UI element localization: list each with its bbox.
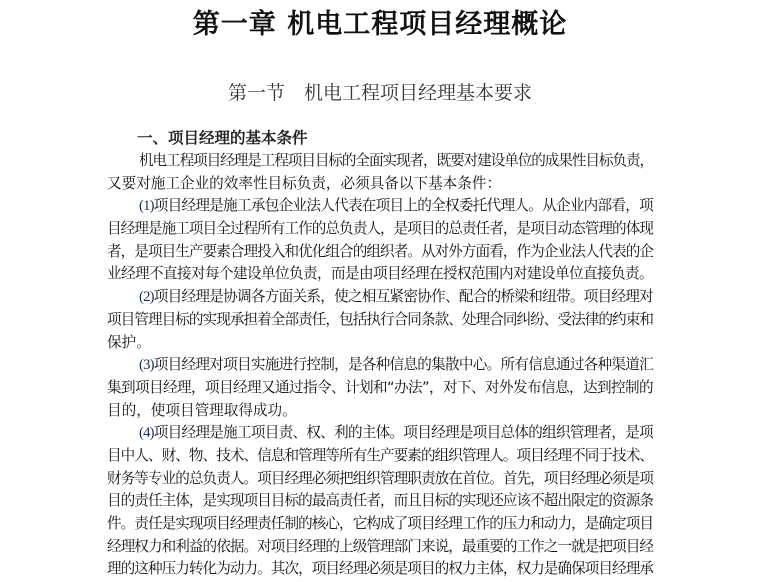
line-text: 者，是项目生产要素合理投入和优化组合的组织者。从对外方面看，作为企业法人代表的企 xyxy=(107,242,653,260)
line-text: 目的，使项目管理取得成功。 xyxy=(107,401,297,419)
line-text: 项目经理对项目实施进行控制，是各种信息的集散中心。所有信息通过各种渠道汇 xyxy=(153,356,653,374)
item-number: (4) xyxy=(139,425,154,442)
paragraph-line xyxy=(107,513,653,536)
paragraph-line xyxy=(107,241,653,264)
paragraph-line xyxy=(107,195,653,218)
paragraph-line xyxy=(107,400,653,423)
line-text: 业经理不直接对每个建设单位负责，而是由项目经理在授权范围内对建设单位直接负责。 xyxy=(107,265,653,283)
paragraph-line xyxy=(107,468,653,491)
line-text: 保护。 xyxy=(107,333,151,351)
subheading: 一、项目经理的基本条件 xyxy=(137,129,308,147)
paragraph-line xyxy=(107,218,653,241)
line-text: 经理权力和利益的依据。对项目经理的上级管理部门来说，最重要的工作之一就是把项目经 xyxy=(107,537,653,555)
line-text: 目经理是施工项目全过程所有工作的总负责人，是项目的总责任者，是项目动态管理的体现 xyxy=(107,220,653,238)
line-text: 财务等专业的总负责人。项目经理必须把组织管理职责放在首位。首先，项目经理必须是项 xyxy=(107,469,653,487)
paragraph-line xyxy=(107,150,653,173)
paragraph-line xyxy=(107,309,653,332)
paragraph-line xyxy=(107,490,653,513)
line-text: 项目管理目标的实现承担着全部责任，包括执行合同条款、处理合同纠纷、受法律的约束和 xyxy=(107,310,653,328)
line-text: 理的这种压力转化为动力。其次，项目经理必须是项目的权力主体，权力是确保项目经理承 xyxy=(107,560,653,578)
line-text: 又要对施工企业的效率性目标负责，必须具备以下基本条件： xyxy=(107,174,502,192)
line-text: 项目经理是协调各方面关系，使之相互紧密协作、配合的桥梁和纽带。项目经理对 xyxy=(153,288,653,306)
paragraph-line xyxy=(107,445,653,468)
section-title: 第一节 机电工程项目经理基本要求 xyxy=(227,82,532,104)
paragraph-line xyxy=(107,377,653,400)
paragraph-line xyxy=(107,536,653,559)
paragraph-line xyxy=(107,286,653,309)
body-text xyxy=(107,150,653,581)
paragraph-line xyxy=(107,422,653,445)
line-text: 机电工程项目经理是工程项目目标的全面实现者，既要对建设单位的成果性目标负责， xyxy=(139,152,653,169)
line-text: 项目经理是施工项目责、权、利的主体。项目经理是项目总体的组织管理者，是项 xyxy=(153,424,653,442)
line-text: 集到项目经理，项目经理又通过指令、计划和“办法”，对下、对外发布信息，达到控制的 xyxy=(107,378,653,396)
paragraph-line xyxy=(107,558,653,581)
line-text: 项目经理是施工承包企业法人代表在项目上的全权委托代理人。从企业内部看，项 xyxy=(153,197,653,215)
paragraph-line xyxy=(107,173,653,196)
paragraph-line xyxy=(107,354,653,377)
line-text: 目的责任主体，是实现项目目标的最高责任者，而且目标的实现还应该不超出限定的资源条 xyxy=(107,492,653,510)
line-text: 件。责任是实现项目经理责任制的核心，它构成了项目经理工作的压力和动力，是确定项目 xyxy=(107,515,653,532)
line-text: 目中人、财、物、技术、信息和管理等所有生产要素的组织管理人。项目经理不同于技术、 xyxy=(107,446,653,464)
chapter-title: 第一章 机电工程项目经理概论 xyxy=(192,9,568,40)
item-number: (1) xyxy=(139,198,154,215)
item-number: (3) xyxy=(139,357,154,374)
paragraph-line xyxy=(107,332,653,355)
item-number: (2) xyxy=(139,289,154,306)
paragraph-line xyxy=(107,263,653,286)
